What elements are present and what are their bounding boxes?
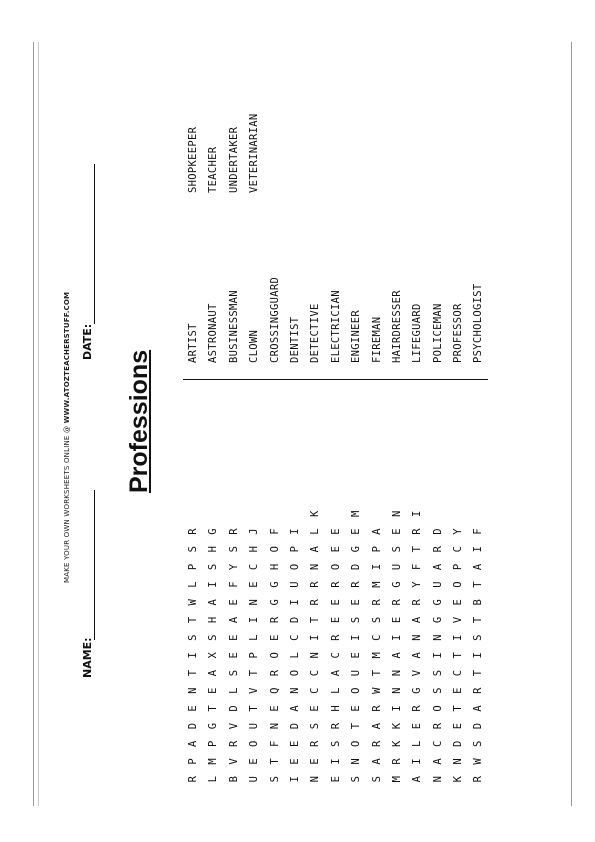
grid-letter: U bbox=[248, 722, 261, 730]
grid-row bbox=[305, 505, 325, 788]
grid-letter: C bbox=[452, 669, 465, 677]
grid-letter: A bbox=[431, 758, 444, 765]
grid-letter: R bbox=[309, 581, 322, 588]
grid-letter: A bbox=[288, 705, 301, 712]
grid-letter: O bbox=[288, 669, 301, 677]
grid-letter: A bbox=[227, 616, 240, 624]
grid-letter: T bbox=[187, 669, 199, 677]
grid-row bbox=[346, 505, 366, 788]
word-list-item: TEACHER bbox=[207, 146, 220, 193]
grid-letter: R bbox=[227, 528, 240, 535]
grid-letter: S bbox=[370, 616, 383, 624]
grid-letter: Y bbox=[452, 528, 465, 535]
grid-letter: I bbox=[411, 510, 424, 518]
grid-letter: F bbox=[268, 740, 281, 747]
grid-letter: E bbox=[329, 599, 342, 606]
grid-letter: C bbox=[288, 634, 301, 641]
grid-letter: N bbox=[309, 776, 322, 783]
grid-letter: L bbox=[187, 581, 199, 588]
grid-letter: E bbox=[227, 652, 240, 659]
grid-letter: I bbox=[370, 563, 383, 571]
grid-letter: U bbox=[248, 776, 261, 783]
divider-rule bbox=[183, 379, 488, 380]
grid-letter: R bbox=[390, 758, 403, 765]
grid-letter: I bbox=[187, 652, 199, 659]
grid-letter: A bbox=[411, 616, 424, 624]
letter-grid bbox=[183, 505, 489, 788]
grid-letter: T bbox=[207, 705, 220, 712]
grid-letter: A bbox=[472, 705, 485, 712]
grid-letter: E bbox=[268, 705, 281, 712]
grid-letter: W bbox=[187, 599, 199, 606]
grid-letter: N bbox=[350, 758, 363, 765]
grid-letter: D bbox=[452, 740, 465, 747]
grid-letter: E bbox=[390, 616, 403, 624]
grid-letter: S bbox=[472, 740, 485, 747]
grid-letter: I bbox=[411, 758, 424, 765]
grid-letter: I bbox=[350, 634, 363, 641]
word-list-item: ARTIST bbox=[187, 323, 199, 363]
name-label: NAME: bbox=[81, 637, 94, 678]
grid-row bbox=[387, 505, 407, 788]
grid-letter: N bbox=[309, 652, 322, 659]
grid-letter: S bbox=[207, 634, 220, 641]
grid-letter: I bbox=[390, 705, 403, 712]
grid-letter: T bbox=[452, 705, 465, 712]
grid-letter: E bbox=[329, 616, 342, 624]
grid-letter: D bbox=[227, 705, 240, 712]
grid-letter: C bbox=[370, 634, 383, 641]
grid-letter: S bbox=[309, 722, 322, 730]
grid-letter: R bbox=[329, 722, 342, 730]
grid-letter: N bbox=[452, 758, 465, 765]
grid-letter: U bbox=[288, 581, 301, 588]
grid-letter: E bbox=[288, 758, 301, 765]
grid-letter: E bbox=[452, 722, 465, 730]
word-list-item: POLICEMAN bbox=[431, 303, 444, 363]
grid-letter: S bbox=[350, 616, 363, 624]
grid-letter: P bbox=[187, 758, 199, 765]
credit-prefix: MAKE YOUR OWN WORKSHEETS ONLINE @ bbox=[63, 425, 71, 583]
grid-letter: T bbox=[452, 652, 465, 659]
grid-letter: V bbox=[227, 758, 240, 765]
grid-letter: T bbox=[268, 758, 281, 765]
grid-letter: E bbox=[309, 705, 322, 712]
grid-letter: R bbox=[227, 740, 240, 747]
grid-letter: E bbox=[248, 758, 261, 765]
word-list-item: PROFESSOR bbox=[452, 303, 465, 363]
grid-letter: T bbox=[350, 722, 363, 730]
grid-letter: D bbox=[288, 722, 301, 730]
grid-letter: I bbox=[288, 528, 301, 535]
grid-letter: G bbox=[207, 528, 220, 535]
grid-letter: O bbox=[350, 740, 363, 747]
grid-letter: R bbox=[309, 740, 322, 747]
grid-letter: C bbox=[309, 687, 322, 694]
grid-letter: R bbox=[390, 599, 403, 606]
word-list-item: SHOPKEEPER bbox=[187, 126, 199, 193]
grid-letter: G bbox=[268, 599, 281, 606]
word-list-item: ELECTRICIAN bbox=[329, 290, 342, 363]
worksheet bbox=[63, 48, 493, 788]
grid-letter: A bbox=[390, 652, 403, 659]
grid-letter: N bbox=[431, 634, 444, 641]
grid-letter: O bbox=[268, 652, 281, 659]
grid-letter: R bbox=[350, 581, 363, 588]
grid-row bbox=[203, 505, 223, 788]
grid-letter: O bbox=[431, 705, 444, 712]
grid-letter: R bbox=[411, 705, 424, 712]
grid-letter: R bbox=[187, 776, 199, 783]
grid-row bbox=[468, 505, 488, 788]
grid-letter: N bbox=[431, 776, 444, 783]
grid-row bbox=[224, 505, 244, 788]
word-list-item: BUSINESSMAN bbox=[227, 290, 240, 363]
grid-letter: R bbox=[268, 616, 281, 624]
grid-letter: N bbox=[187, 687, 199, 694]
credit-site: WWW.ATOZTEACHERSTUFF.COM bbox=[63, 291, 71, 424]
grid-letter: D bbox=[288, 616, 301, 624]
grid-letter: D bbox=[187, 722, 199, 730]
credit-line bbox=[63, 83, 71, 583]
grid-letter: H bbox=[207, 546, 220, 553]
grid-letter: E bbox=[452, 599, 465, 606]
grid-letter: S bbox=[187, 634, 199, 641]
grid-letter: L bbox=[288, 652, 301, 659]
grid-letter: I bbox=[431, 652, 444, 659]
grid-letter: Y bbox=[411, 581, 424, 588]
grid-letter: S bbox=[227, 669, 240, 677]
grid-letter: N bbox=[309, 563, 322, 571]
grid-letter: N bbox=[390, 669, 403, 677]
grid-letter: F bbox=[227, 581, 240, 588]
grid-letter: I bbox=[288, 776, 301, 783]
grid-letter: N bbox=[288, 687, 301, 694]
grid-letter: E bbox=[207, 687, 220, 694]
grid-letter: C bbox=[248, 563, 261, 571]
grid-letter: A bbox=[207, 599, 220, 606]
word-list-item: ENGINEER bbox=[350, 310, 363, 363]
grid-letter: R bbox=[472, 776, 485, 783]
grid-row bbox=[183, 505, 203, 788]
word-list-item: DENTIST bbox=[288, 316, 301, 363]
grid-letter: K bbox=[452, 776, 465, 783]
grid-letter: Y bbox=[227, 563, 240, 571]
grid-letter: I bbox=[472, 652, 485, 659]
grid-letter: M bbox=[370, 652, 383, 659]
grid-letter: I bbox=[207, 581, 220, 588]
grid-letter: U bbox=[390, 563, 403, 571]
grid-letter: R bbox=[370, 705, 383, 712]
grid-letter: A bbox=[187, 740, 199, 747]
grid-letter: P bbox=[452, 563, 465, 571]
grid-letter: W bbox=[472, 758, 485, 765]
grid-letter: E bbox=[350, 652, 363, 659]
grid-letter: E bbox=[288, 740, 301, 747]
grid-letter: E bbox=[227, 634, 240, 641]
grid-row bbox=[448, 505, 468, 788]
grid-letter: A bbox=[370, 528, 383, 535]
grid-letter: E bbox=[411, 722, 424, 730]
grid-letter: R bbox=[370, 599, 383, 606]
word-list-column-2 bbox=[183, 114, 265, 193]
grid-letter: E bbox=[390, 528, 403, 535]
word-list-item: CLOWN bbox=[248, 329, 261, 363]
grid-letter: C bbox=[329, 652, 342, 659]
grid-letter: E bbox=[452, 687, 465, 694]
word-list-item: VETERINARIAN bbox=[248, 113, 261, 193]
grid-letter: I bbox=[472, 546, 485, 553]
grid-row bbox=[367, 505, 387, 788]
grid-letter: O bbox=[268, 546, 281, 553]
grid-letter: E bbox=[350, 528, 363, 535]
grid-letter: B bbox=[472, 599, 485, 606]
grid-letter: G bbox=[350, 546, 363, 553]
grid-letter: I bbox=[248, 616, 261, 624]
grid-letter: E bbox=[329, 546, 342, 553]
grid-letter: D bbox=[472, 722, 485, 730]
grid-letter: P bbox=[207, 740, 220, 747]
grid-letter: A bbox=[411, 652, 424, 659]
grid-letter: O bbox=[350, 687, 363, 694]
grid-letter: V bbox=[452, 616, 465, 624]
grid-letter: T bbox=[411, 546, 424, 553]
grid-letter: L bbox=[248, 634, 261, 641]
grid-letter: F bbox=[411, 563, 424, 571]
grid-letter: T bbox=[472, 581, 485, 588]
grid-letter: N bbox=[248, 599, 261, 606]
grid-letter: H bbox=[268, 563, 281, 571]
grid-letter: F bbox=[268, 528, 281, 535]
grid-letter: R bbox=[268, 669, 281, 677]
grid-letter: T bbox=[309, 616, 322, 624]
grid-letter: S bbox=[390, 546, 403, 553]
grid-letter: O bbox=[288, 563, 301, 571]
grid-letter: T bbox=[187, 616, 199, 624]
grid-letter: T bbox=[248, 705, 261, 712]
grid-letter: U bbox=[431, 581, 444, 588]
grid-letter: S bbox=[207, 563, 220, 571]
grid-letter: T bbox=[248, 669, 261, 677]
grid-letter: H bbox=[248, 546, 261, 553]
grid-letter: I bbox=[329, 758, 342, 765]
word-list-item: FIREMAN bbox=[370, 316, 383, 363]
grid-letter: E bbox=[350, 705, 363, 712]
grid-letter: P bbox=[288, 546, 301, 553]
grid-letter: P bbox=[248, 652, 261, 659]
grid-row bbox=[326, 505, 346, 788]
grid-letter: K bbox=[390, 740, 403, 747]
grid-letter: J bbox=[248, 528, 261, 535]
grid-row bbox=[244, 505, 264, 788]
grid-letter: Q bbox=[268, 687, 281, 694]
grid-letter: S bbox=[431, 669, 444, 677]
grid-letter: K bbox=[390, 722, 403, 730]
grid-letter: G bbox=[390, 581, 403, 588]
grid-letter: A bbox=[472, 563, 485, 571]
word-list-item: PSYCHOLOGIST bbox=[472, 283, 485, 363]
grid-row bbox=[428, 505, 448, 788]
grid-letter: A bbox=[309, 546, 322, 553]
grid-letter: T bbox=[472, 669, 485, 677]
grid-letter: R bbox=[411, 528, 424, 535]
grid-letter: O bbox=[248, 740, 261, 747]
grid-letter: E bbox=[187, 705, 199, 712]
grid-letter: H bbox=[207, 616, 220, 624]
word-list-column-1 bbox=[183, 277, 489, 363]
grid-letter: L bbox=[411, 740, 424, 747]
grid-letter: A bbox=[411, 776, 424, 783]
grid-letter: B bbox=[227, 776, 240, 783]
word-list-item: LIFEGUARD bbox=[411, 303, 424, 363]
grid-letter: M bbox=[207, 758, 220, 765]
grid-letter: A bbox=[431, 563, 444, 571]
grid-letter: V bbox=[248, 687, 261, 694]
grid-letter: G bbox=[431, 599, 444, 606]
grid-row bbox=[265, 505, 285, 788]
grid-letter: I bbox=[288, 599, 301, 606]
grid-letter: S bbox=[431, 687, 444, 694]
grid-letter: R bbox=[187, 528, 199, 535]
grid-letter: R bbox=[370, 740, 383, 747]
word-list-item: HAIRDRESSER bbox=[390, 290, 403, 363]
grid-letter: G bbox=[268, 581, 281, 588]
grid-letter: S bbox=[350, 776, 363, 783]
grid-letter: R bbox=[411, 599, 424, 606]
grid-letter: W bbox=[370, 687, 383, 694]
grid-letter: L bbox=[309, 528, 322, 535]
grid-letter: A bbox=[207, 669, 220, 677]
grid-row bbox=[285, 505, 305, 788]
date-label: DATE: bbox=[81, 323, 94, 360]
grid-letter: T bbox=[472, 616, 485, 624]
grid-letter: N bbox=[390, 510, 403, 518]
grid-letter: M bbox=[370, 581, 383, 588]
grid-letter: E bbox=[268, 634, 281, 641]
grid-letter: S bbox=[268, 776, 281, 783]
grid-letter: R bbox=[472, 687, 485, 694]
word-list-item: DETECTIVE bbox=[309, 303, 322, 363]
worksheet-title: Professions bbox=[125, 349, 153, 493]
grid-letter: P bbox=[187, 563, 199, 571]
grid-letter: S bbox=[187, 546, 199, 553]
grid-letter: N bbox=[268, 722, 281, 730]
grid-letter: C bbox=[309, 669, 322, 677]
grid-letter: I bbox=[309, 634, 322, 641]
page-left-edge bbox=[33, 42, 39, 806]
grid-letter: S bbox=[370, 776, 383, 783]
grid-letter: V bbox=[411, 669, 424, 677]
grid-letter: E bbox=[350, 599, 363, 606]
grid-letter: D bbox=[350, 563, 363, 571]
grid-letter: A bbox=[329, 669, 342, 677]
grid-letter: G bbox=[411, 687, 424, 694]
grid-letter: A bbox=[370, 722, 383, 730]
grid-letter: R bbox=[309, 599, 322, 606]
grid-letter: M bbox=[350, 510, 363, 518]
grid-letter: E bbox=[227, 599, 240, 606]
grid-letter: A bbox=[370, 758, 383, 765]
grid-letter: P bbox=[370, 546, 383, 553]
grid-letter: X bbox=[207, 652, 220, 659]
word-list-item: UNDERTAKER bbox=[227, 126, 240, 193]
word-list-item: ASTRONAUT bbox=[207, 303, 220, 363]
grid-letter: G bbox=[207, 722, 220, 730]
grid-letter: E bbox=[248, 581, 261, 588]
grid-letter: V bbox=[227, 722, 240, 730]
grid-letter: F bbox=[472, 528, 485, 535]
grid-letter: R bbox=[431, 546, 444, 553]
grid-letter: I bbox=[390, 634, 403, 641]
grid-letter: U bbox=[350, 669, 363, 677]
page-right-edge bbox=[571, 42, 572, 806]
grid-letter: R bbox=[431, 722, 444, 730]
grid-letter: C bbox=[431, 740, 444, 747]
grid-letter: K bbox=[309, 510, 322, 518]
grid-letter: O bbox=[452, 581, 465, 588]
grid-letter: S bbox=[227, 546, 240, 553]
grid-letter: E bbox=[329, 776, 342, 783]
grid-letter: N bbox=[390, 687, 403, 694]
grid-letter: N bbox=[411, 634, 424, 641]
grid-letter: O bbox=[329, 563, 342, 571]
grid-row bbox=[407, 505, 427, 788]
grid-letter: S bbox=[329, 740, 342, 747]
grid-letter: E bbox=[309, 758, 322, 765]
grid-letter: L bbox=[207, 776, 220, 783]
grid-letter: E bbox=[329, 528, 342, 535]
grid-letter: R bbox=[329, 581, 342, 588]
grid-letter: C bbox=[452, 546, 465, 553]
grid-letter: D bbox=[431, 528, 444, 535]
name-blank-line bbox=[94, 490, 95, 640]
grid-letter: H bbox=[329, 705, 342, 712]
grid-letter: S bbox=[472, 634, 485, 641]
grid-letter: T bbox=[370, 669, 383, 677]
grid-letter: I bbox=[452, 634, 465, 641]
grid-letter: L bbox=[329, 687, 342, 694]
grid-letter: M bbox=[390, 776, 403, 783]
date-blank-line bbox=[94, 164, 95, 324]
grid-letter: R bbox=[329, 634, 342, 641]
grid-letter: L bbox=[227, 687, 240, 694]
word-list-item: CROSSINGGUARD bbox=[268, 276, 281, 363]
grid-letter: G bbox=[431, 616, 444, 624]
